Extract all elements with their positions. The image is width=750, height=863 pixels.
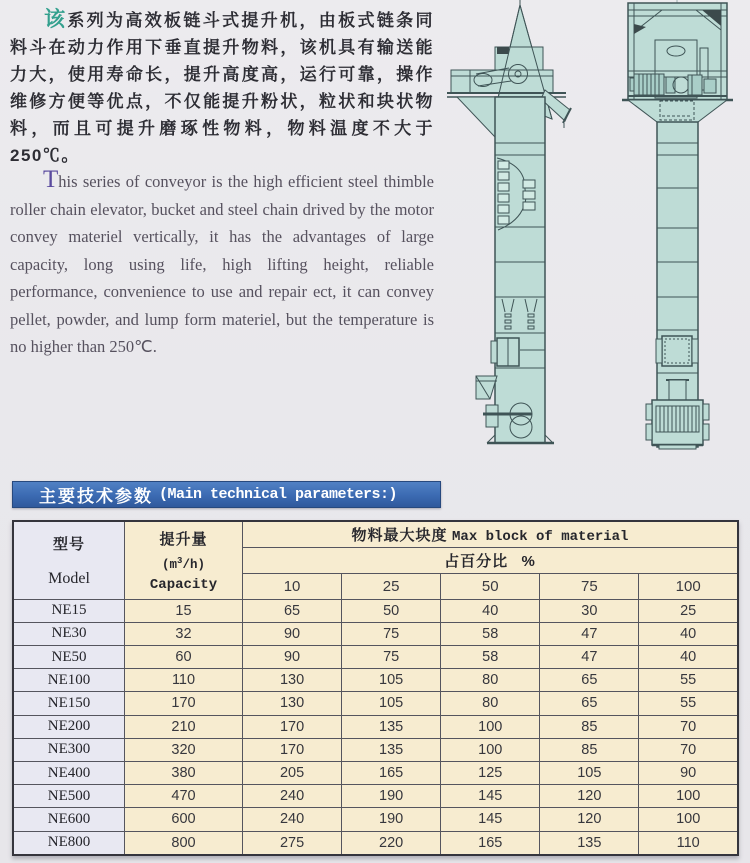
value-cell: 55: [639, 669, 738, 692]
table-row: [13, 761, 738, 784]
model-cell: NE30: [13, 622, 125, 645]
value-cell: 135: [342, 715, 441, 738]
value-cell: 170: [243, 715, 342, 738]
value-cell: 100: [639, 808, 738, 831]
table-row: [13, 831, 738, 855]
value-cell: 75: [342, 645, 441, 668]
value-cell: 130: [243, 669, 342, 692]
percent-col-header: 100: [639, 573, 738, 599]
value-cell: 105: [342, 669, 441, 692]
intro-cn-text: 系列为高效板链斗式提升机，由板式链条同料斗在动力作用下垂直提升物料，该机具有输送能力大，使用寿命长，提升高度高，运行可靠，操作维修方便等优点，不仅能提升粉状，粒状和块状物料，而且可提升磨琢性物料，物料温度不大于250℃。: [10, 11, 435, 165]
table-row: [13, 808, 738, 831]
value-cell: 70: [639, 738, 738, 761]
value-cell: 120: [540, 785, 639, 808]
elevator-technical-drawings: [430, 0, 750, 478]
model-cell: NE500: [13, 785, 125, 808]
model-cell: NE150: [13, 692, 125, 715]
capacity-cell: 170: [125, 692, 243, 715]
table-row: [13, 622, 738, 645]
value-cell: 90: [243, 645, 342, 668]
capacity-cell: 380: [125, 761, 243, 784]
value-cell: 145: [441, 808, 540, 831]
percent-col-header: 50: [441, 573, 540, 599]
dropcap-en: T: [43, 166, 59, 193]
value-cell: 55: [639, 692, 738, 715]
model-cell: NE400: [13, 761, 125, 784]
value-cell: 47: [540, 645, 639, 668]
value-cell: 58: [441, 622, 540, 645]
value-cell: 240: [243, 785, 342, 808]
percent-col-header: 25: [342, 573, 441, 599]
section-title-zh: 主要技术参数: [39, 487, 153, 506]
value-cell: 100: [441, 738, 540, 761]
value-cell: 65: [243, 599, 342, 622]
value-cell: 135: [342, 738, 441, 761]
capacity-cell: 60: [125, 645, 243, 668]
table-row: [13, 785, 738, 808]
value-cell: 40: [639, 622, 738, 645]
value-cell: 205: [243, 761, 342, 784]
capacity-cell: 15: [125, 599, 243, 622]
value-cell: 65: [540, 669, 639, 692]
value-cell: 90: [243, 622, 342, 645]
value-cell: 105: [342, 692, 441, 715]
capacity-cell: 800: [125, 831, 243, 855]
model-cell: NE300: [13, 738, 125, 761]
value-cell: 190: [342, 808, 441, 831]
value-cell: 70: [639, 715, 738, 738]
subgroup-header-percent: 占百分比 %: [243, 547, 739, 573]
capacity-cell: 110: [125, 669, 243, 692]
value-cell: 220: [342, 831, 441, 855]
capacity-cell: 32: [125, 622, 243, 645]
value-cell: 125: [441, 761, 540, 784]
capacity-unit: $(m^3/h)$: [162, 555, 205, 572]
value-cell: 120: [540, 808, 639, 831]
table-row: [13, 692, 738, 715]
percent-col-header: 75: [540, 573, 639, 599]
value-cell: 85: [540, 715, 639, 738]
model-cell: NE800: [13, 831, 125, 855]
table-header: [13, 521, 738, 599]
table-row: [13, 715, 738, 738]
value-cell: 135: [540, 831, 639, 855]
value-cell: 190: [342, 785, 441, 808]
value-cell: 105: [540, 761, 639, 784]
value-cell: 130: [243, 692, 342, 715]
model-cell: NE100: [13, 669, 125, 692]
parameters-table: [12, 520, 739, 856]
value-cell: 170: [243, 738, 342, 761]
value-cell: 145: [441, 785, 540, 808]
value-cell: 240: [243, 808, 342, 831]
intro-paragraph-en: [10, 168, 434, 361]
value-cell: 110: [639, 831, 738, 855]
model-cell: NE15: [13, 599, 125, 622]
group-header-max-block: 物料最大块度 Max block of material: [243, 521, 739, 547]
value-cell: 80: [441, 669, 540, 692]
value-cell: 85: [540, 738, 639, 761]
value-cell: 90: [639, 761, 738, 784]
capacity-cell: 320: [125, 738, 243, 761]
intro-en-text: his series of conveyor is the high efficient steel thimble roller chain elevator, bucket and steel chain drived by the motor convey materiel vertically, it has the advantages of large capacity, long using life, high lifting height, reliable performance, convenience to use and repair ect, it can convey pellet, powder, and lump form materiel, but the temperature is no higher than 250℃.: [10, 172, 434, 356]
capacity-cell: 470: [125, 785, 243, 808]
value-cell: 100: [441, 715, 540, 738]
table-row: [13, 738, 738, 761]
value-cell: 40: [441, 599, 540, 622]
model-cell: NE200: [13, 715, 125, 738]
intro-paragraph-cn: [10, 6, 434, 169]
dropcap-cn: 该: [44, 8, 68, 31]
value-cell: 58: [441, 645, 540, 668]
table-row: [13, 669, 738, 692]
value-cell: 47: [540, 622, 639, 645]
value-cell: 165: [441, 831, 540, 855]
value-cell: 50: [342, 599, 441, 622]
value-cell: 100: [639, 785, 738, 808]
capacity-cell: 600: [125, 808, 243, 831]
col-header-model: 型号 Model: [13, 521, 125, 599]
value-cell: 80: [441, 692, 540, 715]
table-row: [13, 645, 738, 668]
capacity-cell: 210: [125, 715, 243, 738]
elevator-side-view-drawing: [447, 0, 571, 443]
value-cell: 75: [342, 622, 441, 645]
table-row: [13, 599, 738, 622]
value-cell: 275: [243, 831, 342, 855]
percent-col-header: 10: [243, 573, 342, 599]
value-cell: 65: [540, 692, 639, 715]
value-cell: 30: [540, 599, 639, 622]
value-cell: 40: [639, 645, 738, 668]
value-cell: 165: [342, 761, 441, 784]
model-cell: NE50: [13, 645, 125, 668]
model-cell: NE600: [13, 808, 125, 831]
col-header-capacity: 提升量 $(m^3/h)$ Capacity: [125, 521, 243, 599]
section-header-bar: [12, 481, 441, 508]
table-body: [13, 599, 738, 855]
value-cell: 25: [639, 599, 738, 622]
elevator-front-view-drawing: [622, 0, 733, 449]
section-title-en: (Main technical parameters:): [159, 486, 398, 503]
